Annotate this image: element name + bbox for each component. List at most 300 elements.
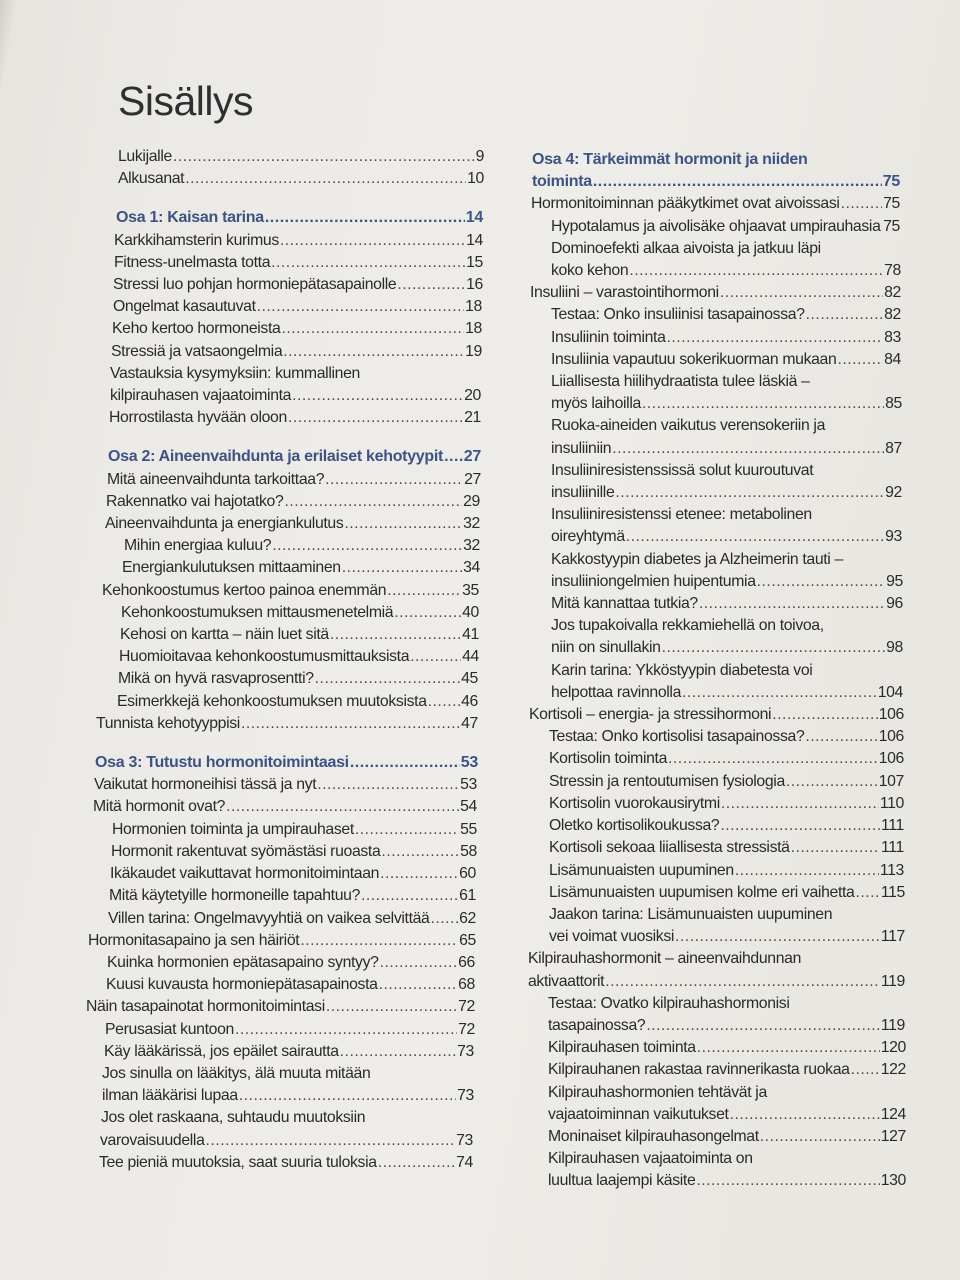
- dot-leader: [340, 1041, 456, 1063]
- dot-leader: [330, 624, 461, 646]
- toc-entry: [84, 1152, 484, 1174]
- dot-leader: [344, 513, 462, 535]
- toc-page-number: 73: [457, 1087, 474, 1105]
- toc-entry: [84, 535, 484, 557]
- toc-entry: [526, 304, 906, 326]
- dot-leader: [387, 580, 461, 602]
- toc-entry-title: Käy lääkärissä, jos epäilet sairautta: [104, 1042, 339, 1060]
- page-title: Sisällys: [118, 78, 253, 124]
- toc-entry: [526, 926, 906, 948]
- toc-entry-title: varovaisuudella: [100, 1131, 205, 1149]
- toc-entry: [526, 1082, 906, 1104]
- toc-page-number: 83: [884, 328, 901, 346]
- toc-entry-title: Oletko kortisolikoukussa?: [549, 817, 720, 835]
- toc-entry-title: Kakkostyypin diabetes ja Alzheimerin tauti –: [551, 550, 843, 568]
- toc-entry-title: Kuusi kuvausta hormoniepätasapainosta: [106, 976, 378, 994]
- dot-leader: [257, 296, 464, 318]
- toc-page-number: 32: [463, 515, 480, 533]
- toc-page-number: 110: [879, 794, 904, 812]
- toc-entry-title: Mitä kannattaa tutkia?: [551, 595, 698, 613]
- toc-entry-title: Näin tasapainotat hormonitoimintasi: [86, 998, 325, 1016]
- toc-page-number: 27: [463, 448, 481, 466]
- toc-page-number: 106: [878, 706, 904, 724]
- dot-leader: [697, 1037, 880, 1059]
- dot-leader: [410, 646, 461, 668]
- toc-page-number: 92: [885, 484, 902, 502]
- dot-leader: [206, 1130, 456, 1152]
- toc-entry-title: Insuliini – varastointihormoni: [530, 284, 719, 302]
- toc-entry: [84, 908, 484, 930]
- toc-entry-title: Osa 4: Tärkeimmät hormonit ja niiden: [532, 151, 808, 168]
- toc-entry-title: Stressiä ja vatsaongelmia: [111, 342, 283, 360]
- toc-entry: [526, 637, 906, 659]
- toc-page-number: 96: [886, 595, 903, 613]
- dot-leader: [380, 863, 458, 885]
- dot-leader: [280, 230, 465, 252]
- dot-leader: [315, 668, 460, 690]
- toc-entry-title: Hormonit rakentuvat syömästäsi ruoasta: [111, 842, 381, 860]
- toc-entry-title: Alkusanat: [118, 170, 185, 188]
- toc-entry-title: Kilpirauhanen rakastaa ravinnerikasta ruokaa: [548, 1061, 850, 1079]
- toc-entry: [84, 885, 484, 907]
- toc-page-number: 87: [885, 439, 902, 457]
- toc-entry-title: Mitä käytetyille hormoneille tapahtuu?: [109, 887, 361, 905]
- dot-leader: [662, 637, 886, 659]
- dot-leader: [805, 726, 877, 748]
- toc-entry-title: Insuliinin toiminta: [551, 328, 666, 346]
- toc-entry-title: Tee pieniä muutoksia, saat suuria tuloksia: [99, 1153, 377, 1171]
- toc-page-number: 107: [878, 772, 904, 790]
- toc-entry: [526, 1059, 906, 1081]
- dot-leader: [721, 793, 879, 815]
- toc-entry-title: toiminta: [532, 173, 592, 191]
- toc-page-number: 14: [466, 231, 483, 249]
- toc-entry-title: Hormonien toiminta ja umpirauhaset: [112, 820, 354, 838]
- toc-entry-title: insuliiniin: [551, 439, 612, 457]
- dot-leader: [397, 274, 465, 296]
- toc-page-number: 19: [465, 342, 482, 360]
- toc-entry: [84, 168, 484, 190]
- toc-page-number: 111: [881, 839, 904, 857]
- toc-entry-title: Testaa: Ovatko kilpirauhashormonisi: [548, 994, 790, 1012]
- toc-entry: [84, 841, 484, 863]
- toc-entry: [84, 1019, 484, 1041]
- dot-leader: [326, 996, 457, 1018]
- toc-page-number: 73: [456, 1131, 473, 1149]
- toc-entry: [526, 349, 906, 371]
- toc-entry: [526, 526, 906, 548]
- toc-entry-title: Kuinka hormonien epätasapaino syntyy?: [107, 953, 379, 971]
- dot-leader: [342, 557, 462, 579]
- toc-page-number: 62: [459, 909, 476, 927]
- toc-entry: [526, 971, 906, 993]
- toc-entry: [84, 230, 484, 252]
- toc-entry-title: Karkkihamsterin kurimus: [114, 231, 279, 249]
- toc-entry-title: Perusasiat kuntoon: [105, 1020, 234, 1038]
- toc-entry: [84, 952, 484, 974]
- toc-entry-title: Insuliinia vapautuu sokerikuorman mukaan: [551, 350, 837, 368]
- toc-entry: [526, 482, 906, 504]
- toc-entry-title: Osa 2: Aineenvaihdunta ja erilaiset kehotyypit: [108, 448, 444, 466]
- toc-entry: [526, 460, 906, 482]
- dot-leader: [361, 885, 458, 907]
- toc-entry: [526, 793, 906, 815]
- toc-entry: [84, 974, 484, 996]
- toc-entry-title: Jos tupakoivalla rekkamiehellä on toivoa,: [551, 617, 824, 635]
- toc-section-heading: [84, 207, 484, 229]
- toc-page-number: 65: [459, 931, 476, 949]
- dot-leader: [241, 713, 460, 735]
- toc-entry: [526, 993, 906, 1015]
- toc-entry: [526, 415, 906, 437]
- toc-entry-title: Testaa: Onko insuliinisi tasapainossa?: [551, 306, 805, 324]
- toc-page-number: 35: [462, 581, 479, 599]
- dot-leader: [325, 469, 463, 491]
- toc-entry: [526, 260, 906, 282]
- toc-entry: [84, 318, 484, 340]
- toc-entry-title: Ongelmat kasautuvat: [113, 298, 256, 316]
- toc-entry-title: Ruoka-aineiden vaikutus verensokeriin ja: [551, 417, 826, 435]
- toc-entry: [84, 252, 484, 274]
- toc-entry-title: Mitä hormonit ovat?: [93, 798, 226, 816]
- toc-page-number: 46: [461, 692, 478, 710]
- toc-entry: [84, 491, 484, 513]
- toc-page-number: 54: [460, 798, 477, 816]
- toc-page-number: 82: [884, 306, 901, 324]
- dot-leader: [682, 682, 877, 704]
- toc-page-number: 44: [462, 648, 479, 666]
- dot-leader: [394, 602, 461, 624]
- toc-page-number: 68: [458, 976, 475, 994]
- dot-leader: [757, 571, 885, 593]
- dot-leader: [226, 796, 459, 818]
- toc-entry-title: Mihin energiaa kuluu?: [124, 537, 272, 555]
- toc-entry: [526, 438, 906, 460]
- toc-entry: [526, 726, 906, 748]
- toc-page-number: 120: [880, 1039, 906, 1057]
- dot-leader: [271, 252, 465, 274]
- toc-page-number: 45: [461, 670, 478, 688]
- dot-leader: [355, 819, 459, 841]
- toc-entry-title: niin on sinullakin: [551, 639, 661, 657]
- dot-leader: [837, 349, 883, 371]
- toc-entry-title: Jaakon tarina: Lisämunuaisten uupuminen: [549, 905, 833, 923]
- toc-page-number: 130: [880, 1172, 906, 1190]
- toc-page-number: 73: [457, 1042, 474, 1060]
- toc-entry-title: Kilpirauhasen vajaatoiminta on: [548, 1150, 753, 1168]
- toc-page-number: 55: [460, 820, 477, 838]
- toc-page-number: 40: [462, 603, 479, 621]
- toc-entry-title: myös laihoilla: [551, 395, 641, 413]
- toc-entry-title: ilman lääkärisi lupaa: [102, 1087, 238, 1105]
- toc-page-number: 29: [463, 492, 480, 510]
- toc-entry: [526, 216, 906, 238]
- dot-leader: [720, 282, 883, 304]
- toc-entry-title: Jos olet raskaana, suhtaudu muutoksiin: [101, 1109, 366, 1127]
- toc-page-number: 106: [878, 750, 904, 768]
- toc-entry-title: Kortisolin toiminta: [549, 750, 668, 768]
- toc-page-number: 53: [460, 776, 477, 794]
- toc-page-number: 16: [466, 276, 483, 294]
- toc-page-number: 72: [458, 1020, 475, 1038]
- toc-entry: [526, 282, 906, 304]
- toc-entry-title: Hormonitoiminnan pääkytkimet ovat aivoissasi: [531, 195, 840, 213]
- toc-entry: [526, 371, 906, 393]
- dot-leader: [444, 446, 463, 468]
- toc-entry-title: Hormonitasapaino ja sen häiriöt: [88, 931, 300, 949]
- toc-entry-title: Vastauksia kysymyksiin: kummallinen: [110, 364, 360, 382]
- toc-entry: [526, 504, 906, 526]
- dot-leader: [239, 1085, 456, 1107]
- dot-leader: [431, 908, 459, 930]
- toc-page-number: 82: [884, 284, 901, 302]
- toc-entry: [84, 1107, 484, 1129]
- toc-entry: [526, 837, 906, 859]
- toc-entry: [84, 624, 484, 646]
- dot-leader: [760, 1126, 880, 1148]
- toc-entry-title: Kortisolin vuorokausirytmi: [549, 794, 720, 812]
- dot-leader: [629, 260, 883, 282]
- toc-page-number: 115: [880, 883, 905, 901]
- toc-entry-title: Jos sinulla on lääkitys, älä muuta mitään: [102, 1064, 371, 1082]
- dot-leader: [283, 341, 464, 363]
- toc-entry-title: Dominoefekti alkaa aivoista ja jatkuu läpi: [551, 239, 821, 257]
- toc-entry-title: aktivaattorit: [528, 972, 605, 990]
- toc-section-heading: [84, 752, 484, 774]
- toc-entry: [526, 549, 906, 571]
- dot-leader: [350, 752, 460, 774]
- toc-entry-title: vajaatoiminnan vaikutukset: [548, 1105, 729, 1123]
- toc-entry-title: tasapainossa?: [548, 1016, 646, 1034]
- toc-page-number: 27: [464, 470, 481, 488]
- toc-page-number: 9: [475, 148, 484, 165]
- toc-column-left: [84, 146, 484, 1174]
- toc-section-heading: [526, 149, 906, 171]
- toc-page-number: 10: [467, 170, 484, 188]
- dot-leader: [668, 748, 878, 770]
- dot-leader: [593, 171, 882, 193]
- toc-entry-title: vei voimat vuosiksi: [549, 928, 675, 946]
- toc-entry-title: Kehosi on kartta – näin luet sitä: [120, 626, 329, 644]
- dot-leader: [855, 882, 879, 904]
- toc-entry-title: Stressi luo pohjan hormoniepätasapainolle: [113, 276, 397, 294]
- toc-entry: [84, 796, 484, 818]
- toc-entry-title: kilpirauhasen vajaatoiminta: [110, 387, 292, 405]
- toc-page-number: 117: [880, 928, 905, 946]
- toc-entry: [84, 296, 484, 318]
- toc-entry-title: Kehonkoostumus kertoo painoa enemmän: [102, 581, 387, 599]
- toc-entry-title: Rakennatko vai hajotatko?: [106, 492, 284, 510]
- toc-entry-title: insuliinille: [551, 484, 615, 502]
- toc-entry-title: Moninaiset kilpirauhasongelmat: [548, 1127, 759, 1145]
- toc-entry: [84, 668, 484, 690]
- toc-entry-title: koko kehon: [551, 262, 629, 280]
- toc-entry: [526, 238, 906, 260]
- toc-entry: [84, 557, 484, 579]
- toc-entry: [84, 407, 484, 429]
- dot-leader: [281, 318, 464, 340]
- dot-leader: [675, 926, 880, 948]
- toc-entry-title: Kortisoli – energia- ja stressihormoni: [529, 706, 772, 724]
- dot-leader: [786, 771, 878, 793]
- toc-entry-title: Huomioitavaa kehonkoostumusmittauksista: [119, 648, 410, 666]
- toc-entry-title: Mitä aineenvaihdunta tarkoittaa?: [107, 470, 325, 488]
- dot-leader: [882, 216, 883, 238]
- toc-entry-title: Lisämunuaisten uupuminen: [549, 861, 734, 879]
- toc-page-number: 60: [459, 865, 476, 883]
- dot-leader: [667, 327, 884, 349]
- dot-leader: [646, 1015, 880, 1037]
- toc-section-heading: [526, 171, 906, 193]
- toc-entry: [526, 1015, 906, 1037]
- toc-entry-title: Kilpirauhasen toiminta: [548, 1039, 696, 1057]
- toc-entry-title: helpottaa ravinnolla: [551, 683, 682, 701]
- toc-entry-title: Kortisoli sekoaa liiallisesta stressistä: [549, 839, 790, 857]
- toc-entry: [84, 341, 484, 363]
- toc-entry-title: Stressin ja rentoutumisen fysiologia: [549, 772, 785, 790]
- toc-entry-title: Fitness-unelmasta totta: [114, 253, 271, 271]
- dot-leader: [317, 774, 459, 796]
- toc-page-number: 93: [885, 528, 902, 546]
- toc-page-number: 111: [881, 817, 904, 835]
- dot-leader: [699, 593, 885, 615]
- toc-entry: [526, 748, 906, 770]
- toc-entry-title: insuliiniongelmien huipentumia: [551, 572, 756, 590]
- toc-entry-title: luultua laajempi käsite: [548, 1172, 696, 1190]
- toc-entry: [526, 1037, 906, 1059]
- toc-entry: [84, 580, 484, 602]
- toc-page-number: 119: [880, 1016, 905, 1034]
- toc-column-right: [526, 149, 906, 1193]
- toc-page-number: 66: [458, 953, 475, 971]
- toc-entry: [526, 860, 906, 882]
- dot-leader: [288, 407, 463, 429]
- toc-page-number: 127: [880, 1127, 906, 1145]
- toc-entry: [526, 1148, 906, 1170]
- toc-entry-title: Karin tarina: Ykköstyypin diabetesta voi: [551, 661, 813, 679]
- toc-entry-title: Ikäkaudet vaikuttavat hormonitoimintaan: [110, 865, 380, 883]
- dot-leader: [300, 930, 458, 952]
- toc-section-heading: [84, 446, 484, 468]
- toc-page-number: 119: [880, 972, 905, 990]
- toc-page-number: 85: [885, 395, 902, 413]
- toc-entry: [84, 819, 484, 841]
- toc-entry: [84, 513, 484, 535]
- toc-entry-title: oireyhtymä: [551, 528, 625, 546]
- toc-entry-title: Kilpirauhashormonit – aineenvaihdunnan: [528, 950, 802, 968]
- toc-entry: [84, 146, 484, 168]
- dot-leader: [378, 1152, 455, 1174]
- toc-entry: [84, 385, 484, 407]
- toc-entry: [526, 327, 906, 349]
- dot-leader: [381, 841, 459, 863]
- toc-page-number: 32: [463, 537, 480, 555]
- toc-entry: [84, 1041, 484, 1063]
- toc-entry: [84, 863, 484, 885]
- toc-entry: [526, 393, 906, 415]
- toc-page-number: 113: [879, 861, 904, 879]
- dot-leader: [605, 971, 880, 993]
- toc-page-number: 18: [465, 320, 482, 338]
- toc-page-number: 15: [466, 253, 483, 271]
- toc-entry: [526, 904, 906, 926]
- toc-page-number: 95: [886, 572, 903, 590]
- toc-page-number: 41: [462, 626, 479, 644]
- dot-leader: [235, 1019, 457, 1041]
- toc-entry: [84, 691, 484, 713]
- toc-page-number: 74: [456, 1153, 473, 1171]
- toc-entry: [526, 593, 906, 615]
- toc-entry: [526, 815, 906, 837]
- toc-entry: [526, 1170, 906, 1192]
- dot-leader: [612, 438, 884, 460]
- toc-page-number: 106: [878, 728, 904, 746]
- toc-entry: [84, 646, 484, 668]
- dot-leader: [851, 1059, 880, 1081]
- toc-entry-title: Testaa: Onko kortisolisi tasapainossa?: [549, 728, 805, 746]
- toc-page-number: 34: [463, 559, 480, 577]
- toc-entry-title: Vaikutat hormoneihisi tässä ja nyt: [94, 776, 317, 794]
- toc-entry: [84, 602, 484, 624]
- toc-entry: [526, 193, 906, 215]
- toc-entry: [526, 682, 906, 704]
- toc-entry-title: Mikä on hyvä rasvaprosentti?: [118, 670, 314, 688]
- toc-page-number: 84: [884, 350, 901, 368]
- toc-page-number: 75: [882, 173, 900, 191]
- toc-page-number: 124: [880, 1105, 906, 1123]
- toc-entry-title: Esimerkkejä kehonkoostumuksen muutoksista: [117, 692, 427, 710]
- toc-entry-title: Insuliiniresistenssissä solut kuuroutuvat: [551, 461, 814, 479]
- toc-page-number: 78: [884, 262, 901, 280]
- dot-leader: [292, 385, 463, 407]
- dot-leader: [284, 491, 462, 513]
- dot-leader: [806, 304, 883, 326]
- toc-page-number: 61: [459, 887, 476, 905]
- toc-entry-title: Osa 3: Tutustu hormonitoimintaasi: [95, 754, 349, 772]
- toc-entry-title: Kilpirauhashormonien tehtävät ja: [548, 1083, 767, 1101]
- toc-entry: [84, 363, 484, 385]
- toc-page-number: 21: [464, 409, 481, 427]
- toc-entry: [526, 571, 906, 593]
- toc-entry-title: Lukijalle: [118, 148, 172, 165]
- toc-entry: [84, 1130, 484, 1152]
- toc-entry-title: Hypotalamus ja aivolisäke ohjaavat umpirauhasia: [551, 217, 881, 235]
- dot-leader: [379, 974, 458, 996]
- toc-page-number: 75: [883, 195, 900, 213]
- toc-entry: [84, 1085, 484, 1107]
- dot-leader: [772, 704, 877, 726]
- toc-entry: [84, 774, 484, 796]
- toc-entry-title: Energiankulutuksen mittaaminen: [122, 559, 341, 577]
- toc-entry-title: Aineenvaihdunta ja energiankulutus: [105, 515, 344, 533]
- toc-entry: [526, 1104, 906, 1126]
- toc-page-number: 122: [880, 1061, 906, 1079]
- toc-entry-title: Kehonkoostumuksen mittausmenetelmiä: [121, 603, 394, 621]
- toc-entry: [84, 1063, 484, 1085]
- toc-entry-title: Keho kertoo hormoneista: [112, 320, 281, 338]
- toc-entry-title: Villen tarina: Ongelmavyyhtiä on vaikea selvittää: [108, 909, 430, 927]
- toc-entry: [526, 660, 906, 682]
- dot-leader: [173, 146, 475, 168]
- dot-leader: [615, 482, 884, 504]
- toc-entry-title: Insuliiniresistenssi etenee: metabolinen: [551, 506, 812, 524]
- dot-leader: [428, 691, 460, 713]
- dot-leader: [720, 815, 880, 837]
- dot-leader: [380, 952, 458, 974]
- toc-entry-title: Liiallisesta hiilihydraatista tulee läskiä –: [551, 373, 810, 391]
- dot-leader: [730, 1104, 880, 1126]
- toc-page-number: 18: [465, 298, 482, 316]
